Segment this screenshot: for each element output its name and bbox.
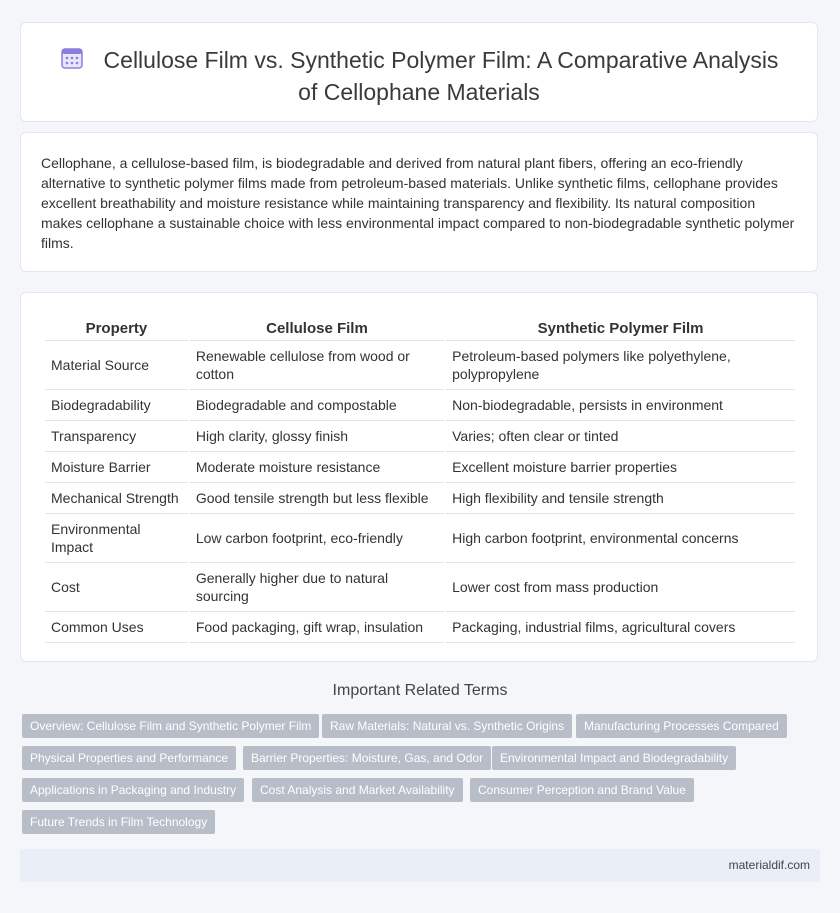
related-term-tag[interactable]: Raw Materials: Natural vs. Synthetic Origins [322,714,572,738]
table-row [45,421,795,452]
table-cell: High carbon footprint, environmental concerns [446,514,795,563]
title-line-1: Cellulose Film vs. Synthetic Polymer Film: A Comparative Analysis [103,47,779,73]
table-cell: Moderate moisture resistance [190,452,444,483]
table-cell: Non-biodegradable, persists in environment [446,390,795,421]
table-cell: High flexibility and tensile strength [446,483,795,514]
related-terms-title: Important Related Terms [332,682,508,699]
table-cell: Renewable cellulose from wood or cotton [190,341,444,390]
table-row [45,452,795,483]
related-term-tag[interactable]: Cost Analysis and Market Availability [252,778,463,802]
table-cell: Varies; often clear or tinted [446,421,795,452]
table-cell: Transparency [45,421,188,452]
table-cell: Biodegradability [45,390,188,421]
related-term-tag[interactable]: Consumer Perception and Brand Value [470,778,694,802]
title-line-2: of Cellophane Materials [298,79,540,105]
table-cell: Cost [45,563,188,612]
calendar-icon [60,46,84,77]
related-term-tag[interactable]: Physical Properties and Performance [22,746,236,770]
table-row [45,514,795,563]
header-card [20,22,818,122]
related-term-tag[interactable]: Overview: Cellulose Film and Synthetic Polymer Film [22,714,319,738]
header-cellulose-film: Cellulose Film [190,315,444,341]
page-title [21,45,817,107]
table-cell: Packaging, industrial films, agricultural covers [446,612,795,643]
related-term-tag[interactable]: Environmental Impact and Biodegradability [492,746,736,770]
table-cell: Food packaging, gift wrap, insulation [190,612,444,643]
table-cell: Petroleum-based polymers like polyethylene, polypropylene [446,341,795,390]
related-term-tag[interactable]: Applications in Packaging and Industry [22,778,244,802]
table-cell: Excellent moisture barrier properties [446,452,795,483]
comparison-table [43,315,797,643]
footer-site[interactable]: materialdif.com [728,858,810,872]
table-row [45,341,795,390]
table-cell: Material Source [45,341,188,390]
table-cell: Low carbon footprint, eco-friendly [190,514,444,563]
table-cell: Generally higher due to natural sourcing [190,563,444,612]
header-property: Property [45,315,188,341]
table-cell: Mechanical Strength [45,483,188,514]
table-row [45,390,795,421]
table-cell: Good tensile strength but less flexible [190,483,444,514]
table-row [45,612,795,643]
table-header-row [45,315,795,341]
table-row [45,563,795,612]
table-cell: Biodegradable and compostable [190,390,444,421]
intro-card [20,132,818,272]
table-cell: Environmental Impact [45,514,188,563]
intro-paragraph: Cellophane, a cellulose-based film, is biodegradable and derived from natural plant fibers, offering an eco-friendly alternative to synthetic polymer films made from petroleum-based materials. Unlike synthetic films, cellophane provides excellent breathability and moisture resistance while maintaining transparency and flexibility. Its natural composition makes cellophane a sustainable choice with less environmental impact compared to non-biodegradable synthetic polymer films. [41,155,795,251]
footer [20,849,820,882]
comparison-table-card [20,292,818,662]
table-cell: Moisture Barrier [45,452,188,483]
table-cell: Common Uses [45,612,188,643]
related-term-tag[interactable]: Manufacturing Processes Compared [576,714,787,738]
header-synthetic-polymer-film: Synthetic Polymer Film [446,315,795,341]
table-row [45,483,795,514]
related-term-tag[interactable]: Barrier Properties: Moisture, Gas, and Odor [243,746,491,770]
related-term-tag[interactable]: Future Trends in Film Technology [22,810,215,834]
table-cell: High clarity, glossy finish [190,421,444,452]
table-cell: Lower cost from mass production [446,563,795,612]
